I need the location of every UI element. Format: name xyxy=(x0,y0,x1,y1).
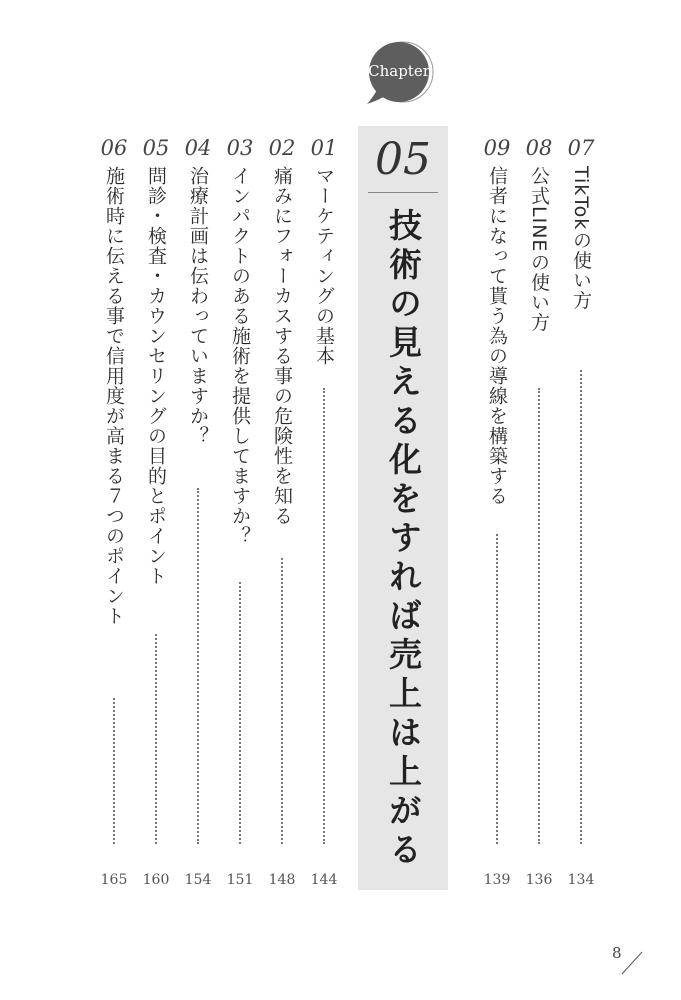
toc-entry-07[interactable] xyxy=(561,138,601,898)
toc-page: 144 xyxy=(310,872,338,888)
toc-number: 08 xyxy=(525,136,553,160)
toc-title: 治療計画は伝わっていますか？ xyxy=(187,166,209,446)
toc-entry-03[interactable] xyxy=(220,138,260,898)
leader-dots xyxy=(155,634,157,844)
toc-page: 136 xyxy=(525,872,553,888)
toc-entry-08[interactable] xyxy=(519,138,559,898)
toc-number: 06 xyxy=(100,136,128,160)
toc-title: インパクトのある施術を提供してますか？ xyxy=(229,166,251,546)
leader-dots xyxy=(197,488,199,844)
chapter-number: 05 xyxy=(375,134,431,185)
chapter-badge-label: Chapter xyxy=(368,62,430,80)
toc-title: 信者になって貰う為の導線を構築する xyxy=(486,166,508,506)
toc-title: 問診・検査・カウンセリングの目的とポイント xyxy=(145,166,167,586)
leader-dots xyxy=(113,698,115,844)
chapter-badge xyxy=(363,38,435,110)
toc-number: 03 xyxy=(226,136,254,160)
toc-page: 148 xyxy=(268,872,296,888)
toc-entry-02[interactable] xyxy=(262,138,302,898)
toc-number: 05 xyxy=(142,136,170,160)
toc-title: 公式LINEの使い方 xyxy=(528,166,550,333)
chapter-title: 技術の見える化をすれば売上は上がる xyxy=(384,208,423,871)
toc-title: マーケティングの基本 xyxy=(313,166,335,366)
folio-slash-icon xyxy=(620,946,660,976)
toc-title: 施術時に伝える事で信用度が高まる７つのポイント xyxy=(103,166,125,626)
leader-dots xyxy=(239,582,241,844)
toc-entry-01[interactable] xyxy=(304,138,344,898)
toc-entry-04[interactable] xyxy=(178,138,218,898)
toc-page: 139 xyxy=(483,872,511,888)
toc-number: 02 xyxy=(268,136,296,160)
leader-dots xyxy=(323,388,325,844)
toc-entry-09[interactable] xyxy=(477,138,517,898)
chapter-divider xyxy=(368,192,438,193)
toc-entry-06[interactable] xyxy=(94,138,134,898)
toc-title: TikTokの使い方 xyxy=(570,166,592,311)
leader-dots xyxy=(281,558,283,844)
toc-entry-05[interactable] xyxy=(136,138,176,898)
toc-page: 151 xyxy=(226,872,254,888)
toc-number: 04 xyxy=(184,136,212,160)
leader-dots xyxy=(496,534,498,844)
toc-title: 痛みにフォーカスする事の危険性を知る xyxy=(271,166,293,526)
toc-page: 134 xyxy=(567,872,595,888)
toc-page: 160 xyxy=(142,872,170,888)
toc-number: 01 xyxy=(310,136,338,160)
toc-number: 07 xyxy=(567,136,595,160)
toc-page: 154 xyxy=(184,872,212,888)
leader-dots xyxy=(580,370,582,844)
toc-number: 09 xyxy=(483,136,511,160)
leader-dots xyxy=(538,388,540,844)
page-number: 8 xyxy=(612,944,622,962)
toc-page: 165 xyxy=(100,872,128,888)
